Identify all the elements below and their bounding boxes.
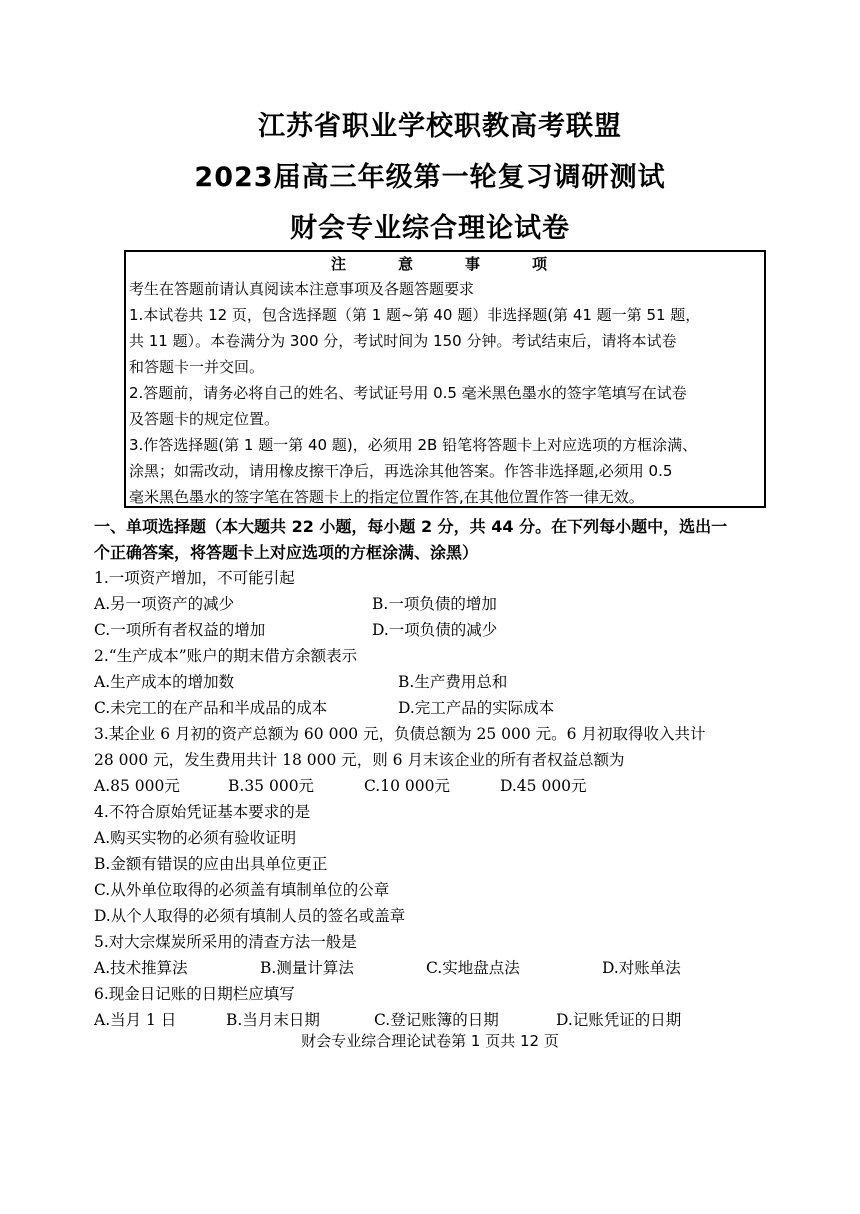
q3-option-a: A.85 000元	[94, 777, 180, 795]
notice-line: 1.本试卷共 12 页，包含选择题（第 1 题~第 40 题）非选择题(第 41 题一第 51 题，	[129, 306, 701, 324]
question-6: 6.现金日记账的日期栏应填写	[94, 985, 295, 1003]
exam-title-line-3: 财会专业综合理论试卷	[290, 213, 570, 244]
q2-option-d: D.完工产品的实际成本	[398, 699, 555, 717]
q1-option-a: A.另一项资产的减少	[94, 595, 235, 613]
notice-line: 共 11 题）。本卷满分为 300 分，考试时间为 150 分钟。考试结束后，请将本试卷	[129, 332, 677, 350]
question-3: 3.某企业 6 月初的资产总额为 60 000 元，负债总额为 25 000 元。6 月初取得收入共计	[94, 725, 706, 743]
notice-line: 考生在答题前请认真阅读本注意事项及各题答题要求	[129, 280, 475, 298]
page-footer: 财会专业综合理论试卷第 1 页共 12 页	[301, 1032, 559, 1050]
q2-option-b: B.生产费用总和	[398, 673, 508, 691]
q5-option-b: B.测量计算法	[260, 959, 354, 977]
q1-option-c: C.一项所有者权益的增加	[94, 621, 266, 639]
question-3-cont: 28 000 元，发生费用共计 18 000 元，则 6 月末该企业的所有者权益总额为	[94, 751, 625, 769]
q5-option-c: C.实地盘点法	[426, 959, 520, 977]
q1-option-b: B.一项负债的增加	[372, 595, 497, 613]
q6-option-b: B.当月末日期	[226, 1011, 320, 1029]
q5-option-d: D.对账单法	[602, 959, 681, 977]
notice-line: 和答题卡一并交回。	[129, 358, 265, 376]
notice-line: 3.作答选择题(第 1 题一第 40 题)，必须用 2B 铅笔将答题卡上对应选项的方框涂满、	[129, 436, 698, 454]
notice-line: 及答题卡的规定位置。	[129, 410, 280, 428]
q1-option-d: D.一项负债的减少	[372, 621, 498, 639]
question-5: 5.对大宗煤炭所采用的清查方法一般是	[94, 933, 357, 951]
q3-option-d: D.45 000元	[500, 777, 587, 795]
q3-option-c: C.10 000元	[364, 777, 450, 795]
question-1: 1.一项资产增加，不可能引起	[94, 569, 295, 587]
question-2: 2.“生产成本”账户的期末借方余额表示	[94, 647, 358, 665]
q4-option-b: B.金额有错误的应由出具单位更正	[94, 855, 328, 873]
notice-line: 毫米黑色墨水的签字笔在答题卡上的指定位置作答,在其他位置作答一律无效。	[129, 488, 644, 506]
q4-option-d: D.从个人取得的必须有填制人员的签名或盖章	[94, 907, 406, 925]
section-heading-cont: 个正确答案，将答题卡上对应选项的方框涂满、涂黑）	[94, 543, 479, 562]
notice-line: 2.答题前，请务必将自己的姓名、考试证号用 0.5 毫米黑色墨水的签字笔填写在试卷	[129, 384, 687, 402]
question-4: 4.不符合原始凭证基本要求的是	[94, 803, 311, 821]
q4-option-c: C.从外单位取得的必须盖有填制单位的公章	[94, 881, 390, 899]
notice-line: 涂黑；如需改动，请用橡皮擦干净后，再选涂其他答案。作答非选择题,必须用 0.5	[129, 462, 673, 480]
q2-option-a: A.生产成本的增加数	[94, 673, 235, 691]
q5-option-a: A.技术推算法	[94, 959, 188, 977]
q6-option-d: D.记账凭证的日期	[556, 1011, 682, 1029]
q6-option-a: A.当月 1 日	[94, 1011, 177, 1029]
q4-option-a: A.购买实物的必须有验收证明	[94, 829, 297, 847]
exam-title-line-2: 2023届高三年级第一轮复习调研测试	[194, 162, 666, 193]
q6-option-c: C.登记账簿的日期	[374, 1011, 499, 1029]
section-heading: 一、单项选择题（本大题共 22 小题，每小题 2 分，共 44 分。在下列每小题中，选出一	[94, 517, 728, 536]
exam-title-line-1: 江苏省职业学校职教高考联盟	[258, 111, 622, 142]
notice-heading: 注意事项	[330, 255, 599, 273]
q3-option-b: B.35 000元	[228, 777, 315, 795]
q2-option-c: C.未完工的在产品和半成品的成本	[94, 699, 328, 717]
notice-box	[124, 250, 766, 508]
